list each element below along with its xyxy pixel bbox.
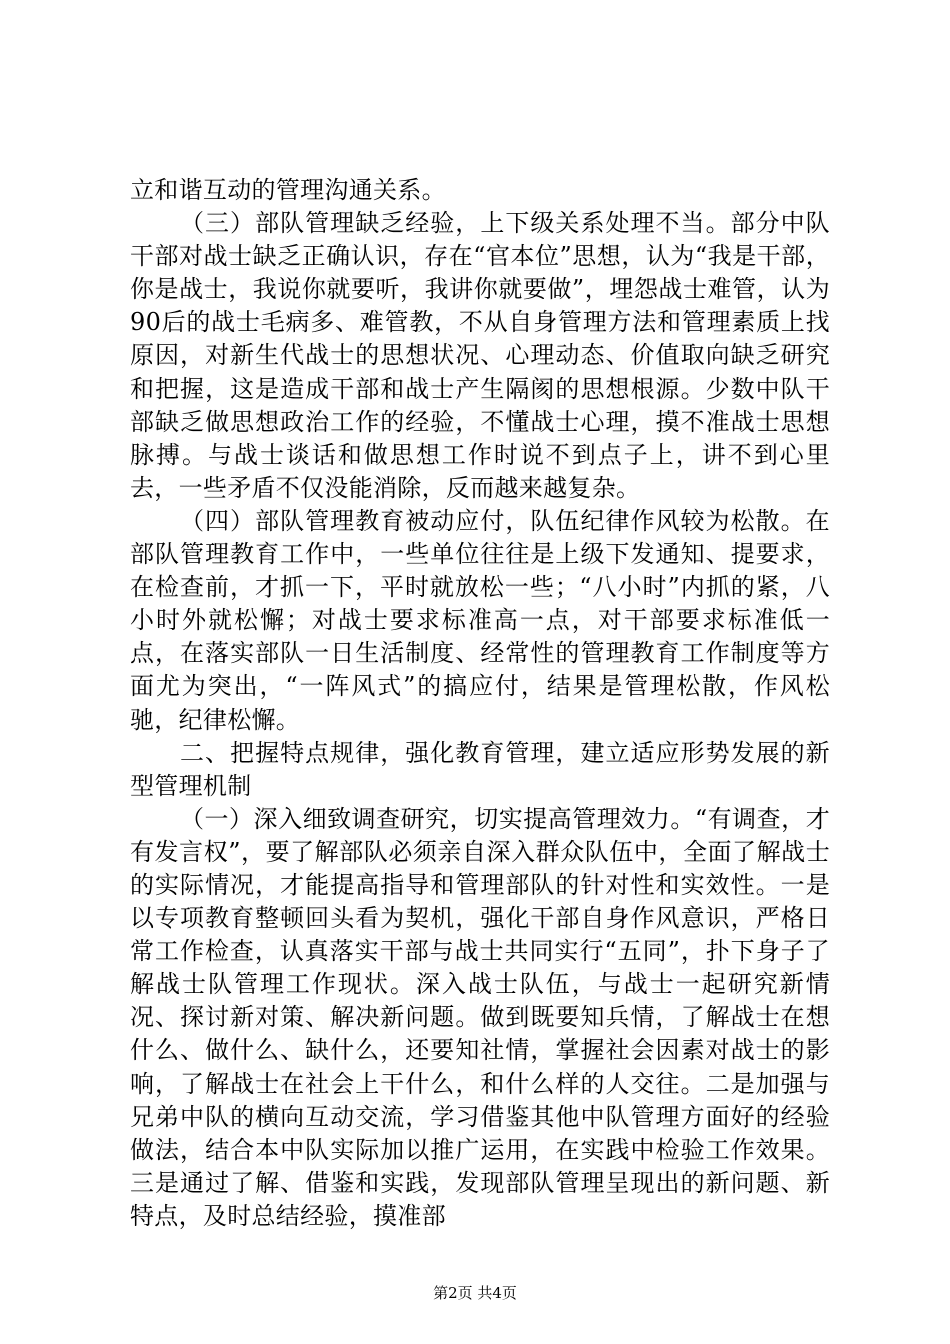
- paragraph-section-4: （四）部队管理教育被动应付，队伍纪律作风较为松散。在部队管理教育工作中，一些单位往往是上级下发通知、提要求，在检查前，才抓一下，平时就放松一些；“八小时”内抓的紧，八小时外就松懈；对战士要求标准高一点，对干部要求标准低一点，在落实部队一日生活制度、经常性的管理教育工作制度等方面尤为突出，“一阵风式”的搞应付，结果是管理松散，作风松驰，纪律松懈。: [130, 506, 830, 734]
- paragraph-subsection-1: （一）深入细致调查研究，切实提高管理效力。“有调查，才有发言权”，要了解部队必须亲自深入群众队伍中，全面了解战士的实际情况，才能提高指导和管理部队的针对性和实效性。一是以专项教育整顿回头看为契机，强化干部自身作风意识，严格日常工作检查，认真落实干部与战士共同实行“五同”，扑下身子了解战士队管理工作现状。深入战士队伍，与战士一起研究新情况、探讨新对策、解决新问题。做到既要知兵情，了解战士在想什么、做什么、缺什么，还要知社情，掌握社会因素对战士的影响，了解战士在社会上干什么，和什么样的人交往。二是加强与兄弟中队的横向互动交流，学习借鉴其他中队管理方面好的经验做法，结合本中队实际加以推广运用，在实践中检验工作效果。三是通过了解、借鉴和实践，发现部队管理呈现出的新问题、新特点，及时总结经验，摸准部: [130, 804, 830, 1230]
- paragraph-section-3: （三）部队管理缺乏经验，上下级关系处理不当。部分中队干部对战士缺乏正确认识，存在“官本位”思想，认为“我是干部，你是战士，我说你就要听，我讲你就要做”，埋怨战士难管，认为90后的战士毛病多、难管教，不从自身管理方法和管理素质上找原因，对新生代战士的思想状况、心理动态、价值取向缺乏研究和把握，这是造成干部和战士产生隔阂的思想根源。少数中队干部缺乏做思想政治工作的经验，不懂战士心理，摸不准战士思想脉搏。与战士谈话和做思想工作时说不到点子上，讲不到心里去，一些矛盾不仅没能消除，反而越来越复杂。: [130, 209, 830, 502]
- heading-part-2: 二、把握特点规律，强化教育管理，建立适应形势发展的新型管理机制: [130, 738, 830, 800]
- document-body: [130, 174, 830, 1233]
- page-number: 第2页 共4页: [433, 1284, 517, 1302]
- paragraph-continuation: 立和谐互动的管理沟通关系。: [130, 176, 446, 204]
